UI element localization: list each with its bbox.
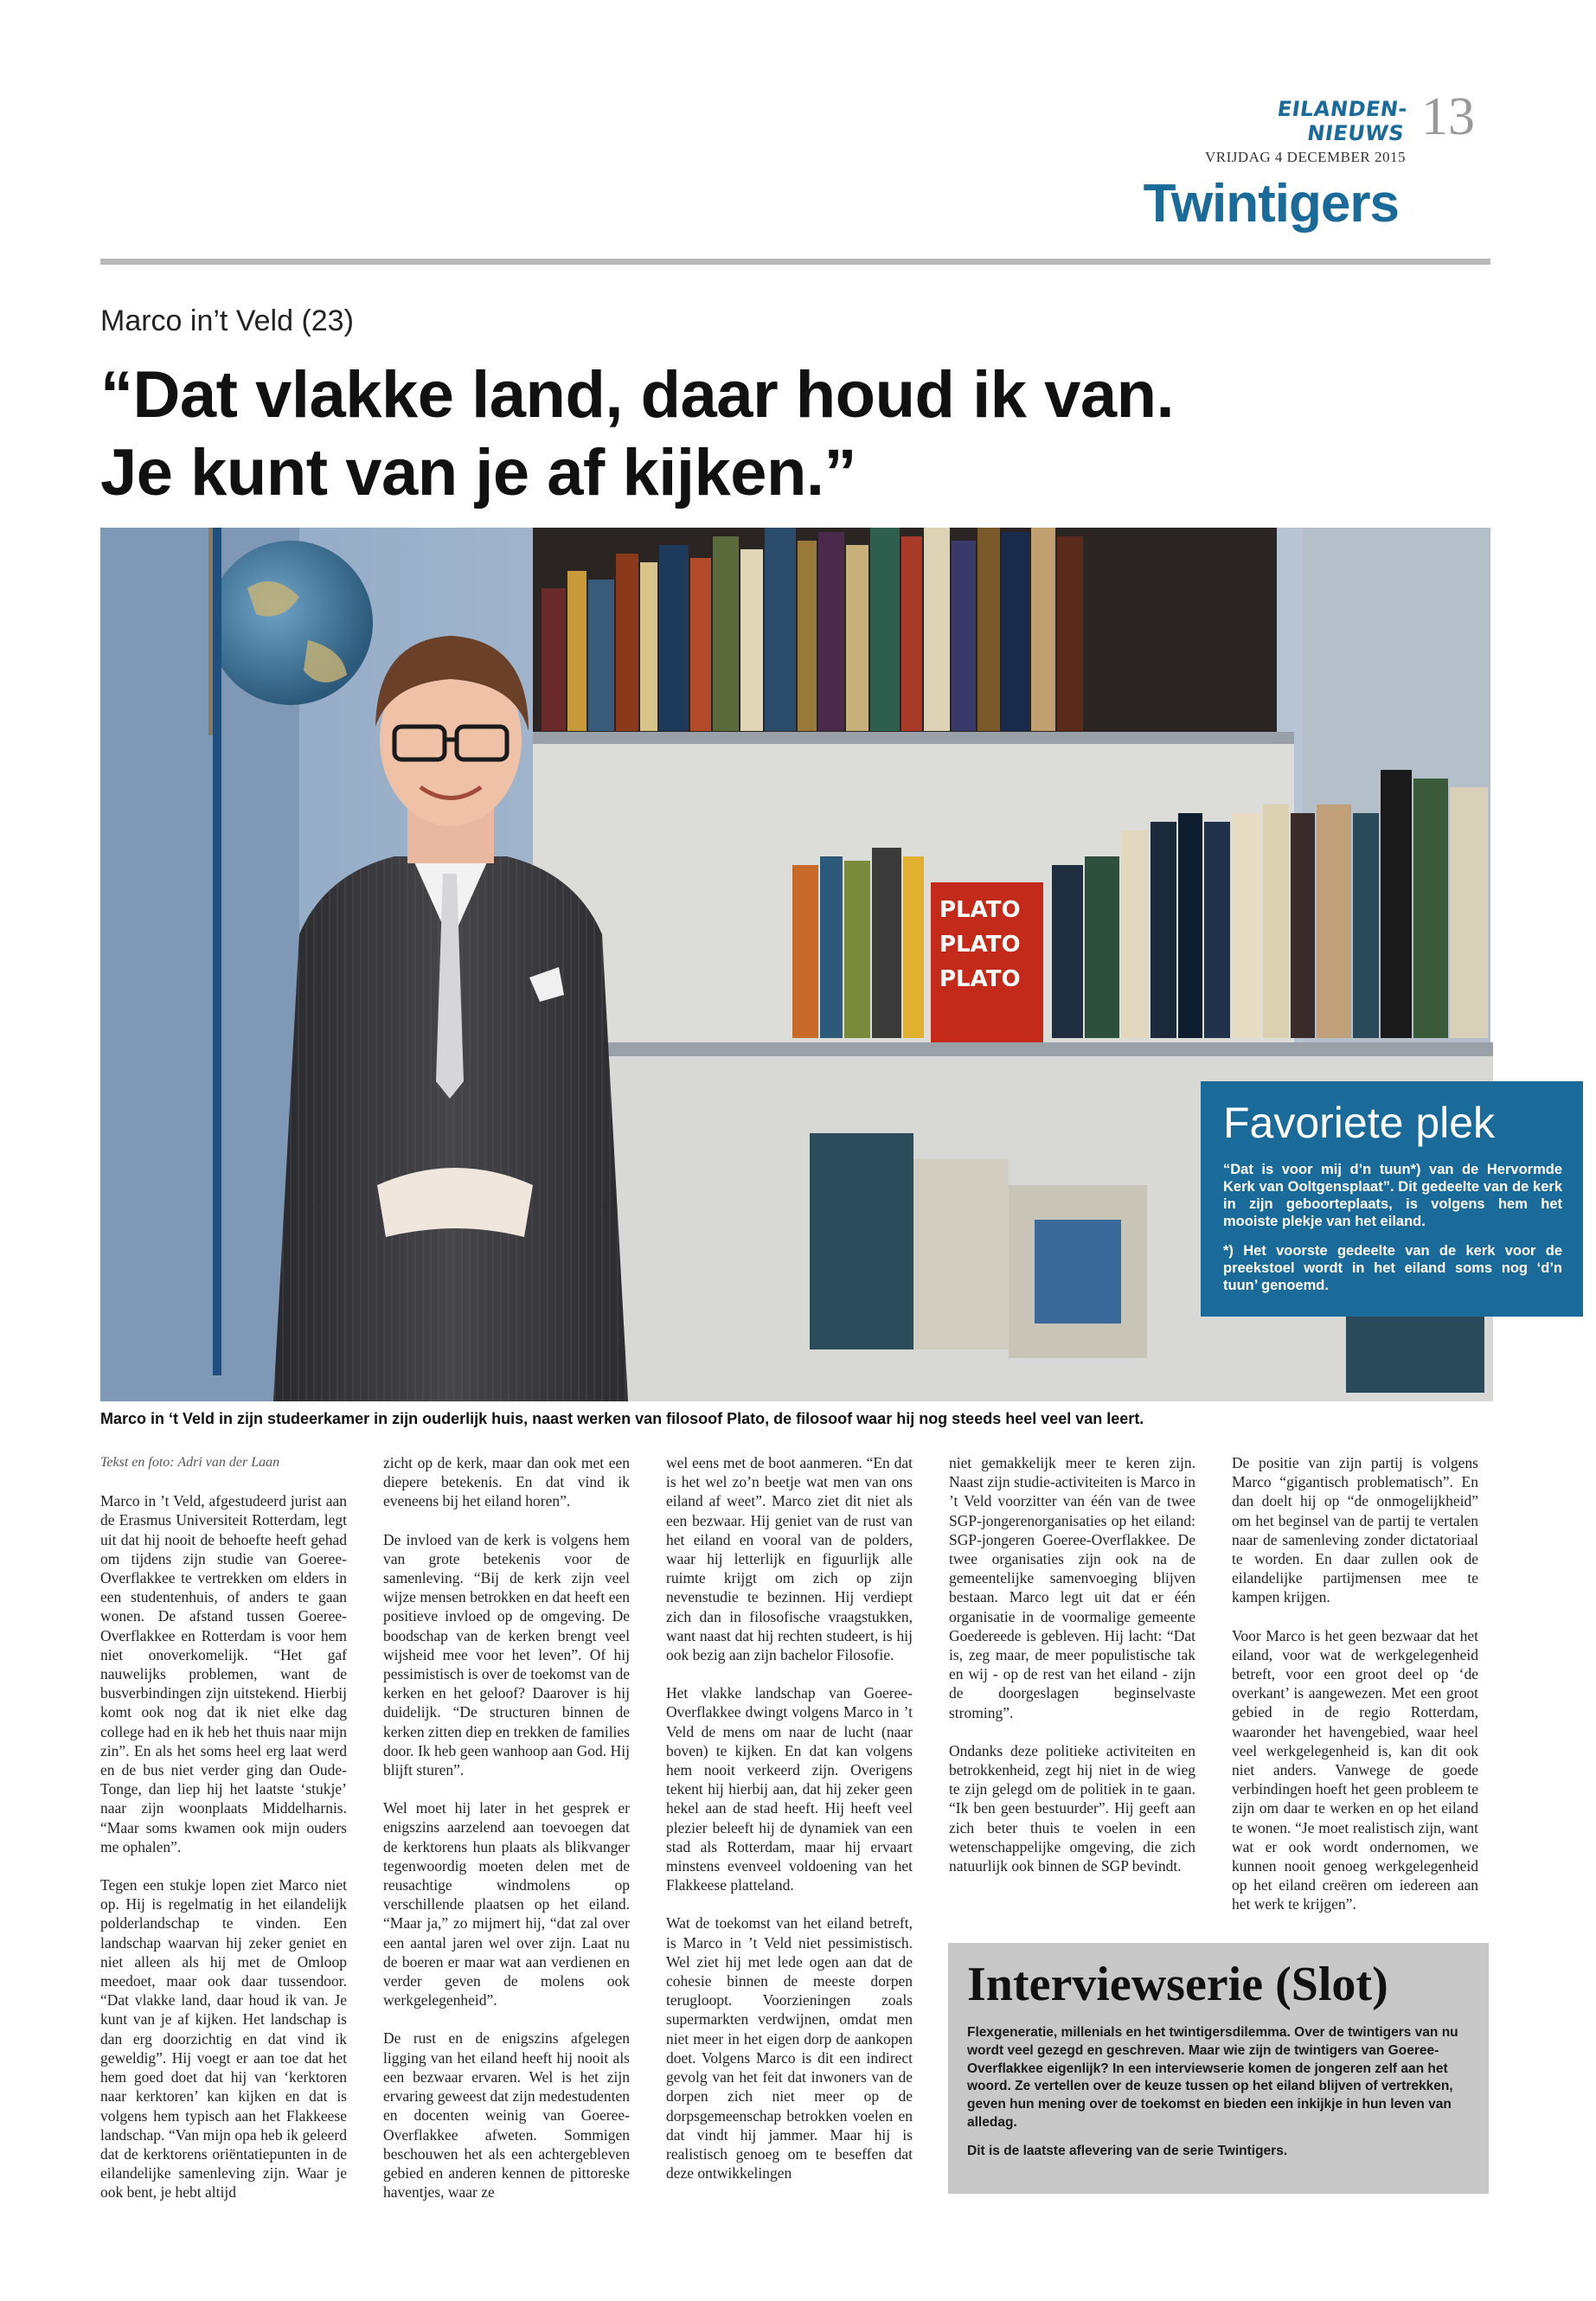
article-paragraph: zicht op de kerk, maar dan ook met een diepere betekenis. En dat vind ik eveneens bij het eiland horen”. xyxy=(383,1454,630,1510)
publication-date: VRIJDAG 4 DECEMBER 2015 xyxy=(1204,149,1406,165)
article-paragraph: Marco in ’t Veld, afgestudeerd jurist aan de Erasmus Universiteit Rotterdam, legt uit dat hij nooit de behoefte heeft gehad om tijdens zijn studie van Goeree-Overflakkee te vertrekken om elders in een studentenhuis, of anders te gaan wonen. De afstand tussen Goeree-Overflakkee en Rotterdam is voor hem niet onoverkomelijk. “Het gaf nauwelijks problemen, want de busverbindingen zijn uitstekend. Hierbij komt ook nog dat ik niet elke dag college had en ik heb het thuis naar mijn zin”. En als het soms heel erg laat werd en de bus niet verder ging dan Oude-Tonge, dan liep hij het laatste ‘stukje’ naar zijn woonplaats Middelharnis. “Maar soms kwamen ook mijn ouders me ophalen”. xyxy=(100,1492,347,1856)
article-column-1 xyxy=(100,1453,347,2221)
article-photo xyxy=(100,528,1562,1401)
favorite-place-box xyxy=(1201,1081,1583,1317)
article-paragraph: Tegen een stukje lopen ziet Marco niet op. Hij is regelmatig in het eilandelijk polderlandschap te vinden. Een landschap waarvan hij zeker geniet en niet alleen als hij met de Omloop meedoet, maar ook daar tussendoor. “Dat vlakke land, daar houd ik van. Je kunt van je af kijken. Het landschap is dan erg doorzichtig en dat vind ik geweldig”. Hij voegt er aan toe dat het hem goed doet dat hij van ‘kerktoren naar kerktoren’ kan kijken en dat is volgens hem typisch aan het Flakkeese landschap. “Van mijn opa heb ik geleerd dat de kerktorens oriëntatiepunten in de eilandelijke samenleving zijn. Waar je ook bent, je hebt altijd xyxy=(100,1876,347,2202)
article-column-5 xyxy=(1232,1453,1478,1933)
favorite-place-text: “Dat is voor mij d’n tuun*) van de Hervormde Kerk van Ooltgensplaat”. Dit gedeelte van de kerk in zijn geboorteplaats, is volgens hem het mooiste plekje van het eiland. xyxy=(1223,1162,1562,1229)
article-headline xyxy=(100,356,1329,512)
section-title: Twintigers xyxy=(1143,174,1399,234)
photo-credit: Tekst en foto: Adri van der Laan xyxy=(100,1455,280,1470)
interview-series-note: Dit is de laatste aflevering van de serie Twintigers. xyxy=(967,2143,1288,2158)
plato-book-3: PLATO xyxy=(939,966,1021,992)
headline-line-2: Je kunt van je af kijken.” xyxy=(100,436,857,510)
favorite-place-title: Favoriete plek xyxy=(1223,1099,1496,1147)
plato-book-1: PLATO xyxy=(939,897,1021,923)
article-paragraph: Ondanks deze politieke activiteiten en betrokkenheid, zegt hij niet in de wieg te zijn gelegd om de politiek in te gaan. “Ik ben geen bestuurder”. Hij geeft aan zich beter thuis te voelen in een wetenschappelijke omgeving, die zich natuurlijk ook binnen de SGP bevindt. xyxy=(949,1741,1195,1875)
article-paragraph: De rust en de enigszins afgelegen ligging van het eiland heeft hij nooit als een bezwaar ervaren. Wel is het zijn ervaring geweest dat zijn medestudenten en docenten weinig van Goeree-Overflakkee afweten. Sommigen beschouwen het als een achtergebleven gebied en anderen kennen de pittoreske haventjes, waar ze xyxy=(383,2029,630,2202)
article-paragraph: wel eens met de boot aanmeren. “En dat is het wel zo’n beetje wat men van ons eiland af weet”. Marco ziet dit niet als een bezwaar. Hij geniet van de rust van het eiland en vooral van de polders, waar hij letterlijk en figuurlijk alle ruimte krijgt om zich op zijn nevenstudie te bezinnen. Hij verdiept zich dan in filosofische vraagstukken, want naast dat hij rechten studeert, is hij ook bezig aan zijn bachelor Filosofie. xyxy=(666,1454,913,1664)
newspaper-logo: EILANDEN-NIEUWS xyxy=(1275,97,1409,145)
article-paragraph: De invloed van de kerk is volgens hem van grote betekenis voor de samenleving. “Bij de kerk zijn veel wijze mensen betrokken en dat heeft een positieve invloed op de omgeving. De boodschap van de kerken brengt veel wijsheid mee voor het leven”. Of hij pessimistisch is over de toekomst van de kerken en het geloof? Daarover is hij duidelijk. “De structuren binnen de kerken zitten diep en trekken de families door. Ik heb geen wanhoop aan God. Hij blijft sturen”. xyxy=(383,1530,630,1779)
article-column-4 xyxy=(949,1453,1195,1894)
article-paragraph: niet gemakkelijk meer te keren zijn. Naast zijn studie-activiteiten is Marco in ’t Veld voorzitter van één van de twee SGP-jongerenorganisaties op het eiland: SGP-jongeren Goeree-Overflakkee. De twee organisaties zijn ook na de gemeentelijke samenvoeging blijven bestaan. Marco legt uit dat er één organisatie in de voormalige gemeente Goedereede is gebleven. Hij lacht: “Dat is, zeg maar, de meer populistische tak en wij - op de rest van het eiland - zijn de doorgeslagen beginselvaste stroming”. xyxy=(949,1454,1195,1721)
photo-caption: Marco in ‘t Veld in zijn studeerkamer in zijn ouderlijk huis, naast werken van filosoof Plato, de filosoof waar hij nog steeds heel veel van leert. xyxy=(100,1410,1144,1427)
article-column-2 xyxy=(383,1453,630,2221)
article-kicker: Marco in’t Veld (23) xyxy=(100,304,354,337)
section-divider xyxy=(100,259,1490,265)
headline-line-1: “Dat vlakke land, daar houd ik van. xyxy=(100,358,1175,432)
article-paragraph: Voor Marco is het geen bezwaar dat het eiland, voor wat de werkgelegenheid betreft, voor een groot deel op ‘de overkant’ is aangewezen. Met een groot gebied in de regio Rotterdam, waaronder het havengebied, waar heel veel werkgelegenheid is, kan dit ook niet anders. Vanwege de goede verbindingen hoeft het geen probleem te zijn om daar te werken en op het eiland te wonen. “Je moet realistisch zijn, want wat er ook wordt ondernomen, we kunnen nooit genoeg werkgelegenheid op het eiland creëren om iedereen aan het werk te krijgen”. xyxy=(1232,1626,1478,1913)
interview-series-text: Flexgeneratie, millenials en het twintigersdilemma. Over de twintigers van nu wordt veel gezegd en geschreven. Maar wie zijn de twintigers van Goeree-Overflakkee eigenlijk? In een interviewserie komen de jongeren zelf aan het woord. Ze vertellen over de keuze tussen op het eiland blijven of vertrekken, geven hun mening over de toekomst en bieden een inkijkje in hun leven van alledag. xyxy=(967,2025,1458,2130)
masthead-block xyxy=(1185,97,1409,166)
article-paragraph: Wel moet hij later in het gesprek er enigszins aarzelend aan toevoegen dat de kerktorens hun plaats als blikvanger tegenwoordig moeten delen met de reusachtige windmolens op verschillende plaatsen op het eiland. “Maar ja,” zo mijmert hij, “dat zal over een aantal jaren wel over zijn. Laat nu de boeren er maar wat aan verdienen en verder geven de molens ook werkgelegenheid”. xyxy=(383,1799,630,2009)
favorite-place-footnote: *) Het voorste gedeelte van de kerk voor de preekstoel wordt in het eiland soms nog ‘d’n tuun’ genoemd. xyxy=(1223,1243,1562,1293)
article-column-3 xyxy=(666,1453,913,2202)
plato-book-2: PLATO xyxy=(939,932,1021,958)
article-paragraph: De positie van zijn partij is volgens Marco “gigantisch problematisch”. En dan doelt hij op “de onmogelijkheid” om het beginsel van de partij te vertalen naar de samenleving zonder dictatoriaal te worden. En daar zullen ook de eilandelijke partijmensen mee te kampen krijgen. xyxy=(1232,1454,1478,1606)
page-number: 13 xyxy=(1421,87,1475,146)
article-paragraph: Wat de toekomst van het eiland betreft, is Marco in ’t Veld niet pessimistisch. Wel ziet hij met lede ogen aan dat de cohesie binnen de meeste dorpen terugloopt. Voorzieningen zoals supermarkten verdwijnen, omdat men niet meer in het eigen dorp de aankopen doet. Volgens Marco is dit een indirect gevolg van het feit dat inwoners van de dorpen zich niet meer op de dorpsgemeenschap betrokken voelen en dat vindt hij jammer. Maar hij is realistisch genoeg om te beseffen dat deze ontwikkelingen xyxy=(666,1914,913,2182)
article-paragraph: Het vlakke landschap van Goeree-Overflakkee dwingt volgens Marco in ’t Veld de mens om naar de lucht (naar boven) te kijken. En dat kan volgens hem nooit verkeerd zijn. Overigens tekent hij hierbij aan, dat hij zeker geen hekel aan de stad heeft. Hij heeft veel plezier beleeft hij de dynamiek van een stad als Rotterdam, maar hij ervaart minstens evenveel voldoening van het Flakkeese platteland. xyxy=(666,1684,913,1894)
interview-series-title: Interviewserie (Slot) xyxy=(967,1958,1388,2011)
interview-series-box xyxy=(948,1943,1489,2194)
